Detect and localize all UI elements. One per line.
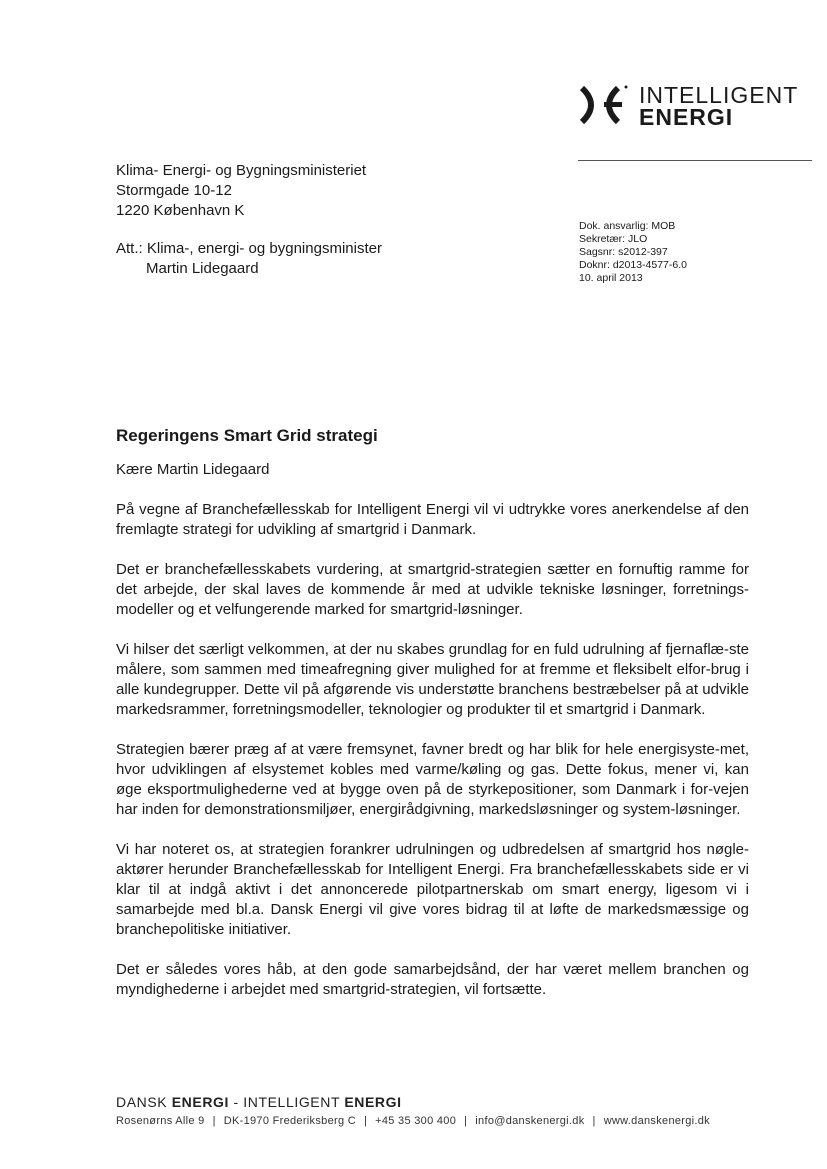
document-metadata xyxy=(579,220,687,285)
letter-paragraph: Strategien bærer præg af at være fremsynet, favner bredt og har blik for hele energisyste-met, hvor udviklingen af elsystemet kobles med varme/køling og gas. Dette fokus, mener vi, kan øge eksportmulighederne ved at bygge oven på de styrkepositioner, som Danmark i for-vejen har inden for demonstrationsmiljøer, energirådgivning, markedsløsninger og system-løsninger. xyxy=(116,741,749,818)
footer-contact xyxy=(116,1115,756,1127)
metadata-line: Dok. ansvarlig: MOB xyxy=(579,220,676,232)
logo-text-line2: ENERGI xyxy=(639,104,734,130)
header-divider xyxy=(578,160,812,161)
attention-block xyxy=(116,239,382,279)
footer-email: info@danskenergi.dk xyxy=(475,1115,585,1127)
footer-separator: | xyxy=(363,1115,368,1127)
footer-phone: +45 35 300 400 xyxy=(375,1115,457,1127)
footer-separator: | xyxy=(464,1115,468,1127)
metadata-line: Sekretær: JLO xyxy=(579,233,648,245)
letter-paragraph: På vegne af Branchefællesskab for Intelligent Energi vil vi udtrykke vores anerkendelse af den fremlagte strategi for udvikling af smartgrid i Danmark. xyxy=(116,501,749,538)
letter-paragraph: Det er således vores håb, at den gode samarbejdsånd, der har været mellem branchen og myndighederne i arbejdet med smartgrid-strategien, vil fortsætte. xyxy=(116,961,749,998)
footer-address: Rosenørns Alle 9 xyxy=(116,1115,205,1127)
recipient-address xyxy=(116,161,366,221)
letter-paragraph: Vi har noteret os, at strategien forankrer udrulningen og udbredelsen af smartgrid hos nøgle-aktører herunder Branchefællesskab for Intelligent Energi. Fra branchefællesskabets side er vi klar til at indgå aktivt i det annoncerede pilotpartnerskab om smart energy, ligesom vi i samarbejde med bl.a. Dansk Energi vil give vores bidrag til at løfte de markedsmæssige og branchepolitiske initiativer. xyxy=(116,841,749,938)
recipient-address-line: Stormgade 10-12 xyxy=(116,182,232,199)
letter-salutation: Kære Martin Lidegaard xyxy=(116,461,270,478)
recipient-address-line: 1220 København K xyxy=(116,202,245,219)
footer-organization: DANSK ENERGI - INTELLIGENT ENERGI xyxy=(116,1094,402,1110)
letter-title: Regeringens Smart Grid strategi xyxy=(116,426,378,445)
footer-website: www.danskenergi.dk xyxy=(603,1115,710,1127)
metadata-line: Doknr: d2013-4577-6.0 xyxy=(579,259,687,271)
footer-separator: | xyxy=(212,1115,216,1127)
letter-paragraph: Det er branchefællesskabets vurdering, at smartgrid-strategien sætter en fornuftig ramme for det arbejde, der skal laves de kommende år med at udvikle tekniske løsninger, forretnings-modeller og et velfungerende marked for smartgrid-løsninger. xyxy=(116,561,749,618)
intelligent-energi-logo xyxy=(578,80,798,132)
page-footer xyxy=(116,1094,756,1127)
metadata-date: 10. april 2013 xyxy=(579,272,643,284)
footer-city: DK-1970 Frederiksberg C xyxy=(223,1115,356,1127)
intelligent-energi-logo-mark-icon xyxy=(578,82,636,128)
letter-body xyxy=(116,500,749,1020)
logo-text-line1: INTELLIGENT xyxy=(639,82,799,108)
footer-separator: | xyxy=(592,1115,596,1127)
letter-paragraph: Vi hilser det særligt velkommen, at der nu skabes grundlag for en fuld udrulning af fjernaflæ-ste målere, som sammen med timeafregning giver mulighed for at fremme et fleksibelt elfor-brug i alle kundegrupper. Dette vil på afgørende vis understøtte branchens bestræbelser på at udvikle markedsrammer, forretningsmodeller, teknologier og produkter til et smartgrid i Danmark. xyxy=(116,641,749,718)
metadata-line: Sagsnr: s2012-397 xyxy=(579,246,668,258)
attention-name: Martin Lidegaard xyxy=(146,260,259,277)
attention-label: Att.: xyxy=(116,240,143,257)
recipient-address-line: Klima- Energi- og Bygningsministeriet xyxy=(116,162,367,179)
attention-title: Klima-, energi- og bygningsminister xyxy=(146,240,382,257)
